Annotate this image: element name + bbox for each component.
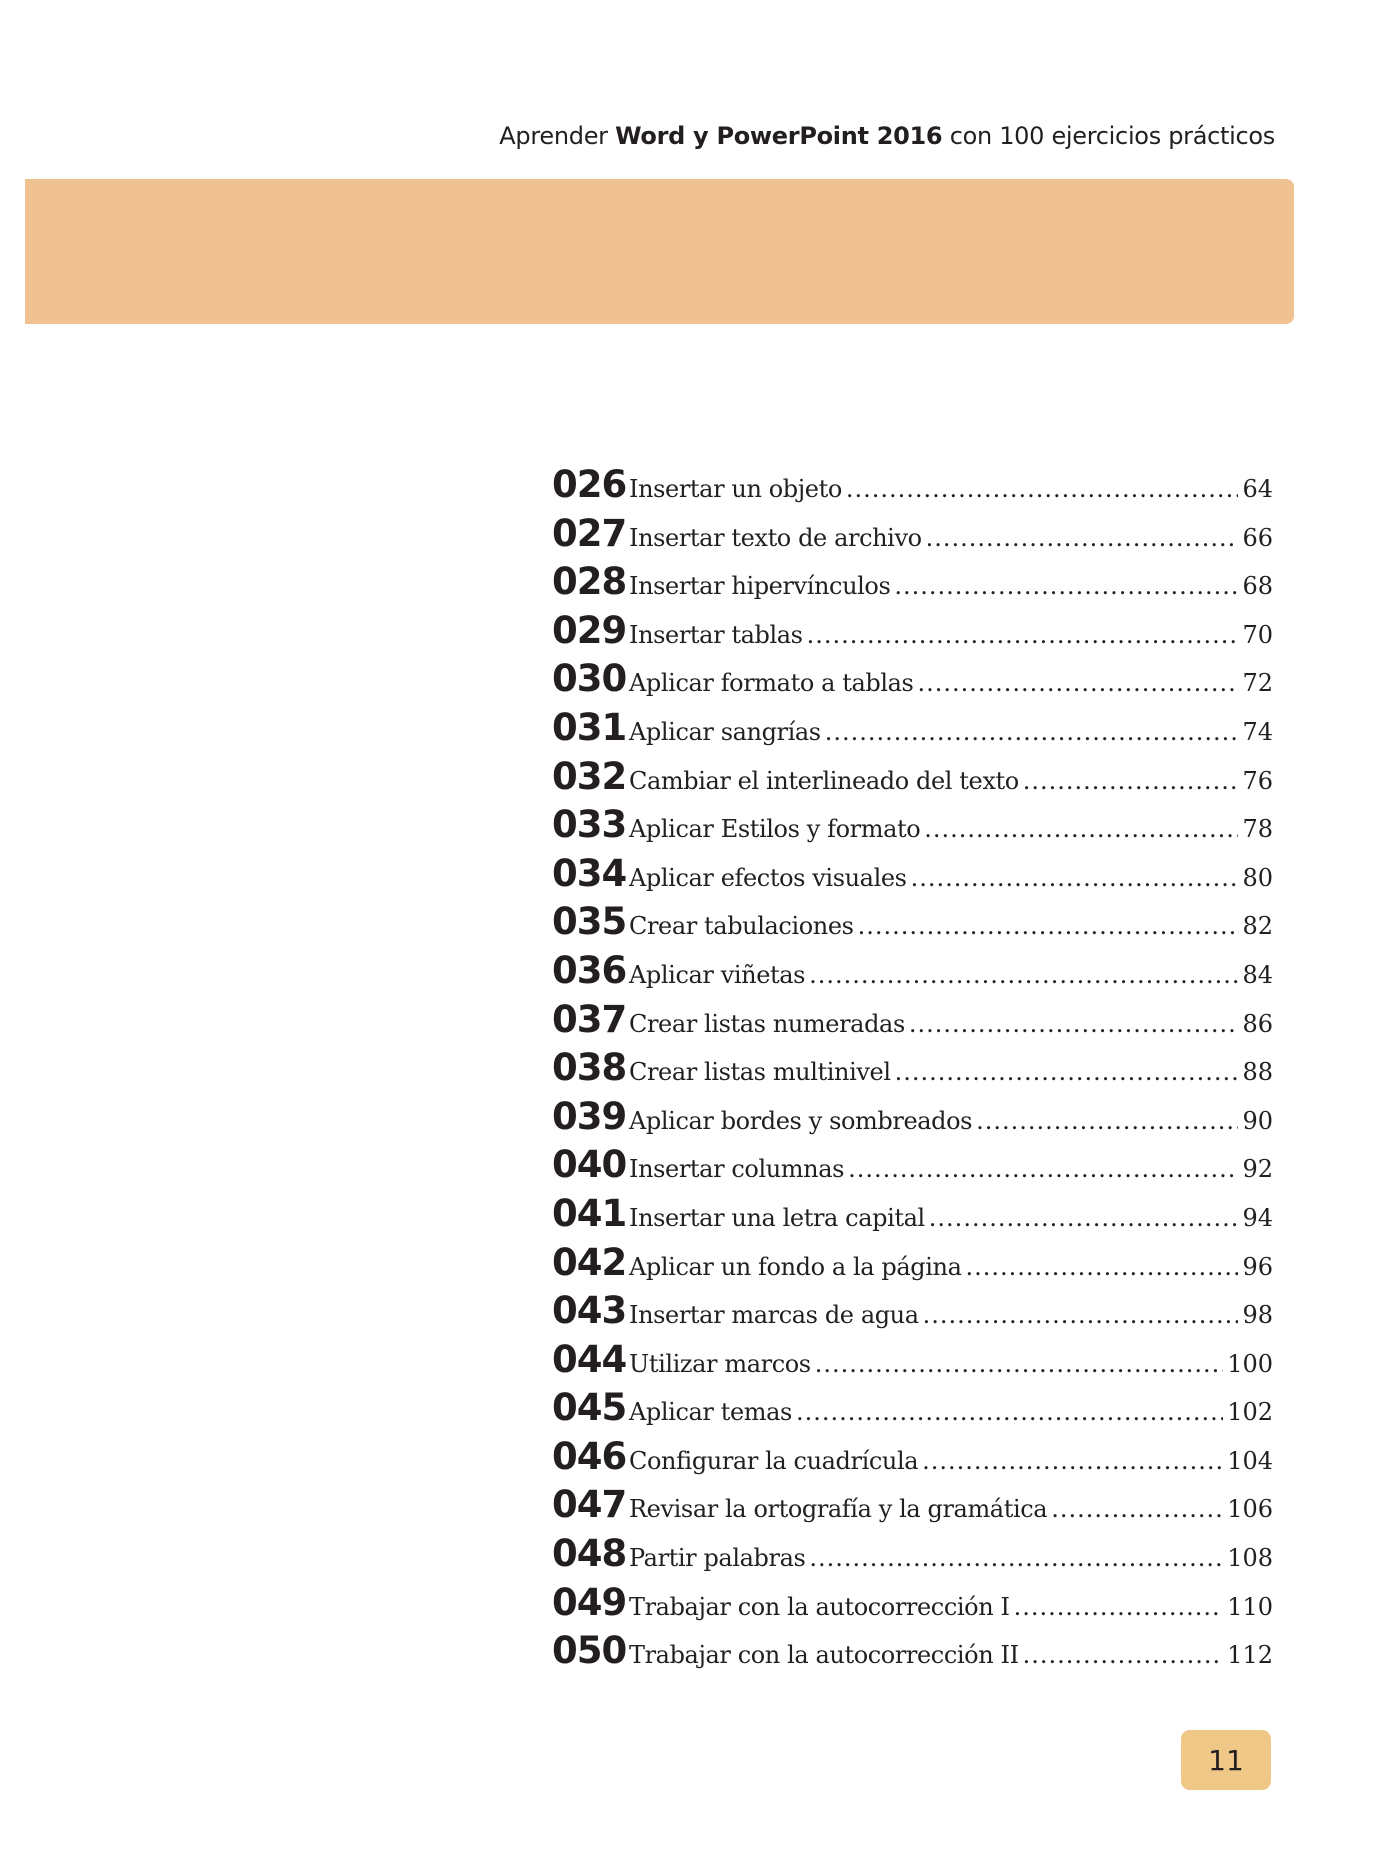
toc-entry[interactable] [552, 1095, 1273, 1144]
dot-leader [911, 864, 1239, 892]
decorative-band [25, 179, 1294, 324]
toc-entry[interactable] [552, 1483, 1273, 1532]
toc-entry[interactable] [552, 1241, 1273, 1290]
toc-entry-page: 106 [1227, 1495, 1273, 1524]
toc-entry-number: 047 [552, 1483, 627, 1527]
toc-entry[interactable] [552, 852, 1273, 901]
toc-entry-number: 045 [552, 1386, 627, 1430]
dot-leader [922, 1447, 1223, 1475]
toc-entry[interactable] [552, 949, 1273, 998]
toc-entry-title: Trabajar con la autocorrección II [629, 1641, 1019, 1670]
toc-entry-number: 035 [552, 900, 627, 944]
toc-entry-number: 030 [552, 657, 627, 701]
toc-entry[interactable] [552, 560, 1273, 609]
toc-entry-title: Crear listas multinivel [629, 1058, 891, 1087]
dot-leader [796, 1398, 1223, 1426]
toc-entry-number: 034 [552, 851, 627, 895]
dot-leader [809, 961, 1238, 989]
header-suffix: con 100 ejercicios prácticos [949, 122, 1275, 150]
toc-entry-title: Crear listas numeradas [629, 1009, 905, 1038]
toc-entry-page: 100 [1227, 1349, 1273, 1378]
toc-entry-page: 76 [1242, 766, 1273, 795]
dot-leader [846, 475, 1239, 503]
toc-entry-page: 68 [1242, 572, 1273, 601]
dot-leader [924, 815, 1238, 843]
toc-entry-page: 70 [1242, 620, 1273, 649]
toc-entry-page: 90 [1242, 1106, 1273, 1135]
toc-entry-title: Insertar tablas [629, 620, 803, 649]
header-prefix: Aprender [499, 122, 608, 150]
toc-entry-number: 039 [552, 1094, 627, 1138]
toc-entry[interactable] [552, 1143, 1273, 1192]
page-number: 11 [1208, 1743, 1244, 1777]
toc-entry-title: Trabajar con la autocorrección I [629, 1592, 1010, 1621]
toc-entry[interactable] [552, 657, 1273, 706]
toc-entry-number: 043 [552, 1289, 627, 1333]
table-of-contents [552, 463, 1273, 1678]
toc-entry-page: 108 [1227, 1544, 1273, 1573]
dot-leader [966, 1253, 1239, 1281]
dot-leader [1023, 767, 1239, 795]
toc-entry[interactable] [552, 1386, 1273, 1435]
toc-entry-page: 66 [1242, 523, 1273, 552]
toc-entry-number: 050 [552, 1629, 627, 1673]
dot-leader [923, 1301, 1239, 1329]
toc-entry[interactable] [552, 1532, 1273, 1581]
toc-entry[interactable] [552, 900, 1273, 949]
toc-entry-number: 048 [552, 1532, 627, 1576]
toc-entry-title: Aplicar bordes y sombreados [629, 1106, 973, 1135]
toc-entry-number: 027 [552, 511, 627, 555]
toc-entry-page: 98 [1242, 1301, 1273, 1330]
toc-entry-number: 044 [552, 1337, 627, 1381]
toc-entry-number: 033 [552, 803, 627, 847]
toc-entry-title: Aplicar sangrías [629, 717, 821, 746]
toc-entry-title: Insertar marcas de agua [629, 1301, 919, 1330]
toc-entry-title: Partir palabras [629, 1544, 806, 1573]
toc-entry-page: 64 [1242, 475, 1273, 503]
toc-entry[interactable] [552, 706, 1273, 755]
toc-entry-title: Revisar la ortografía y la gramática [629, 1495, 1048, 1524]
toc-entry[interactable] [552, 1192, 1273, 1241]
toc-entry[interactable] [552, 755, 1273, 804]
toc-entry-page: 78 [1242, 815, 1273, 844]
toc-entry-title: Aplicar Estilos y formato [629, 815, 921, 844]
dot-leader [825, 718, 1239, 746]
dot-leader [895, 1058, 1239, 1086]
toc-entry-page: 92 [1242, 1155, 1273, 1184]
dot-leader [917, 669, 1238, 697]
toc-entry-title: Aplicar temas [629, 1398, 792, 1427]
toc-entry-title: Aplicar un fondo a la página [629, 1252, 962, 1281]
toc-entry-title: Insertar una letra capital [629, 1203, 925, 1232]
toc-entry-title: Aplicar formato a tablas [629, 669, 914, 698]
toc-entry-number: 031 [552, 705, 627, 749]
dot-leader [858, 912, 1239, 940]
running-header [499, 122, 1275, 150]
toc-entry[interactable] [552, 463, 1273, 512]
toc-entry-page: 110 [1227, 1592, 1273, 1621]
toc-entry-title: Insertar texto de archivo [629, 523, 922, 552]
dot-leader [976, 1107, 1238, 1135]
toc-entry-title: Aplicar viñetas [629, 960, 806, 989]
toc-entry-title: Insertar hipervínculos [629, 572, 891, 601]
dot-leader [1014, 1593, 1224, 1621]
dot-leader [1023, 1641, 1224, 1669]
toc-entry[interactable] [552, 998, 1273, 1047]
toc-entry[interactable] [552, 1435, 1273, 1484]
toc-entry-page: 86 [1242, 1009, 1273, 1038]
toc-entry-number: 036 [552, 948, 627, 992]
toc-entry[interactable] [552, 512, 1273, 561]
toc-entry-number: 026 [552, 463, 627, 506]
dot-leader [926, 524, 1239, 552]
toc-entry-page: 80 [1242, 863, 1273, 892]
toc-entry[interactable] [552, 1046, 1273, 1095]
toc-entry-number: 046 [552, 1434, 627, 1478]
page-number-badge [1181, 1730, 1271, 1790]
dot-leader [815, 1350, 1223, 1378]
dot-leader [894, 572, 1238, 600]
toc-entry-number: 040 [552, 1143, 627, 1187]
toc-entry-page: 74 [1242, 717, 1273, 746]
header-book-title: Word y PowerPoint 2016 [615, 122, 943, 150]
toc-entry-number: 038 [552, 1046, 627, 1090]
toc-entry-page: 96 [1242, 1252, 1273, 1281]
dot-leader [909, 1010, 1239, 1038]
dot-leader [929, 1204, 1239, 1232]
toc-entry-number: 042 [552, 1240, 627, 1284]
toc-entry-title: Insertar columnas [629, 1155, 845, 1184]
toc-entry[interactable] [552, 1338, 1273, 1387]
toc-entry-number: 032 [552, 754, 627, 798]
toc-entry-number: 041 [552, 1191, 627, 1235]
toc-entry-number: 049 [552, 1580, 627, 1624]
toc-entry-title: Cambiar el interlineado del texto [629, 766, 1019, 795]
toc-entry-page: 102 [1227, 1398, 1273, 1427]
toc-entry[interactable] [552, 1289, 1273, 1338]
dot-leader [848, 1155, 1238, 1183]
dot-leader [807, 621, 1239, 649]
toc-entry-number: 028 [552, 560, 627, 604]
dot-leader [1051, 1495, 1223, 1523]
dot-leader [809, 1544, 1223, 1572]
toc-entry[interactable] [552, 609, 1273, 658]
toc-entry-number: 029 [552, 608, 627, 652]
toc-entry[interactable] [552, 803, 1273, 852]
toc-entry-page: 104 [1227, 1446, 1273, 1475]
toc-entry-page: 84 [1242, 960, 1273, 989]
toc-entry[interactable] [552, 1581, 1273, 1630]
toc-entry-title: Utilizar marcos [629, 1349, 811, 1378]
toc-entry-page: 82 [1242, 912, 1273, 941]
toc-entry-title: Crear tabulaciones [629, 912, 854, 941]
toc-entry-number: 037 [552, 997, 627, 1041]
toc-entry-page: 72 [1242, 669, 1273, 698]
toc-entry[interactable] [552, 1629, 1273, 1678]
toc-entry-title: Configurar la cuadrícula [629, 1446, 919, 1475]
toc-entry-page: 88 [1242, 1058, 1273, 1087]
toc-entry-title: Aplicar efectos visuales [629, 863, 907, 892]
toc-entry-title: Insertar un objeto [629, 475, 842, 503]
toc-entry-page: 112 [1227, 1641, 1273, 1670]
toc-entry-page: 94 [1242, 1203, 1273, 1232]
